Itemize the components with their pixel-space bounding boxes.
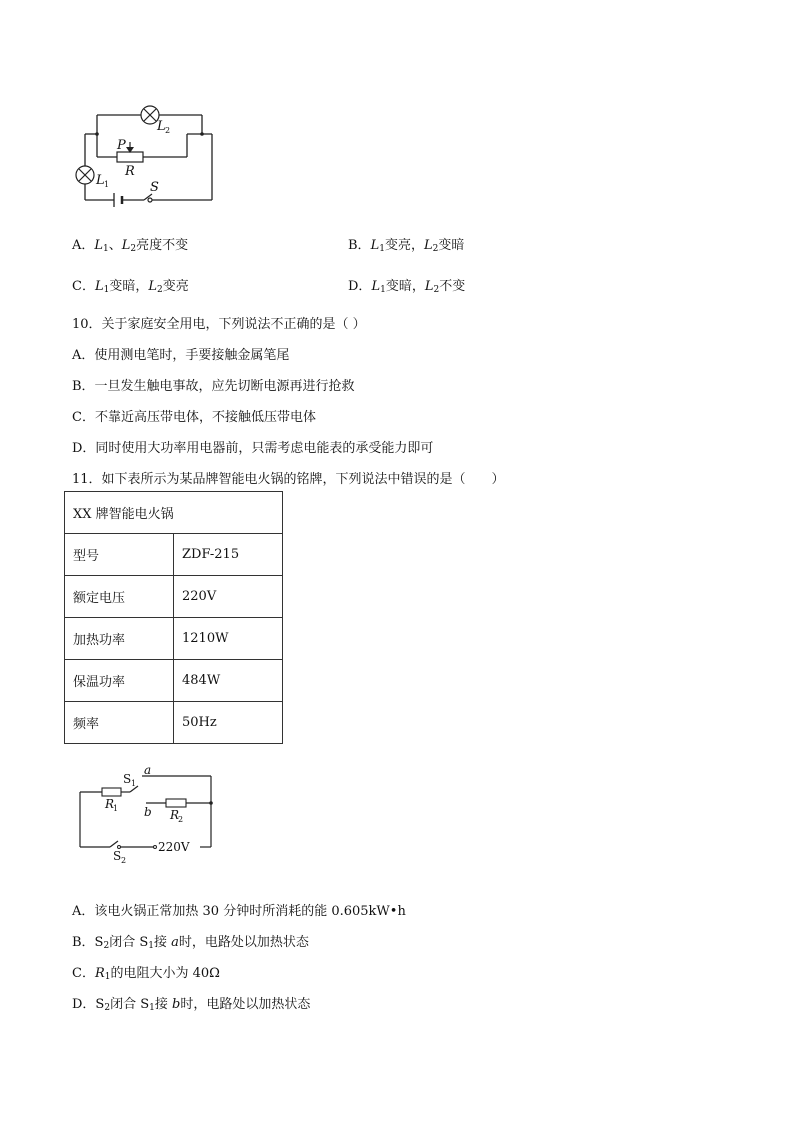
label-l2-sub: 2 [165, 126, 171, 135]
option-text: 时，电路处以加热状态 [180, 997, 311, 1012]
option-text: 亮度不变 [136, 238, 189, 253]
label-p: P [117, 138, 126, 153]
option-text: D．S [72, 997, 105, 1012]
q9-option-b[interactable] [348, 234, 464, 254]
option-letter: C． [72, 279, 95, 294]
subscript: 2 [103, 941, 110, 951]
option-text: 的电阻大小为 40Ω [110, 966, 220, 981]
lamp-l1-icon [76, 166, 94, 184]
q10-stem: 10．关于家庭安全用电，下列说法不正确的是（ ） [72, 317, 366, 332]
l1-symbol: L [371, 279, 381, 294]
table-row [65, 618, 283, 660]
q11-option-d[interactable] [72, 993, 310, 1013]
table-cell: ZDF-215 [174, 534, 283, 576]
q9-option-c[interactable] [72, 275, 189, 295]
subscript: 2 [104, 1003, 111, 1013]
l1-symbol: L [94, 279, 104, 294]
table-cell: 1210W [174, 618, 283, 660]
option-text: 变暗， [109, 279, 149, 294]
table-cell: 220V [174, 576, 283, 618]
l2-symbol: L [148, 279, 157, 294]
label-b: b [144, 805, 152, 819]
table-row [65, 660, 283, 702]
q10-option-c[interactable]: C．不靠近高压带电体，不接触低压带电体 [72, 410, 316, 425]
resistor-r1-icon [102, 788, 121, 796]
q11-option-c[interactable] [72, 962, 220, 982]
table-row [65, 702, 283, 744]
option-text: B．S [72, 935, 104, 950]
option-letter: A． [72, 238, 95, 253]
q11-stem: 11．如下表所示为某品牌智能电火锅的铭牌，下列说法中错误的是（ ） [72, 472, 505, 487]
q9-option-d[interactable] [348, 275, 465, 295]
option-text: 时，电路处以加热状态 [178, 935, 309, 950]
label-r1: R [105, 797, 115, 811]
option-text: C． [72, 966, 95, 981]
label-l1-sub: 1 [104, 180, 110, 189]
resistor-r2-icon [166, 799, 186, 807]
label-l2: L [157, 119, 166, 134]
option-text: 变暗 [438, 238, 465, 253]
italic-letter: a [171, 935, 179, 950]
label-a: a [144, 763, 152, 777]
l2-sub: 2 [156, 285, 163, 295]
option-letter: B． [348, 238, 371, 253]
separator: 、 [108, 238, 122, 253]
nameplate-table [64, 491, 283, 744]
subscript: 1 [148, 941, 154, 951]
q11-option-a[interactable]: A．该电火锅正常加热 30 分钟时所消耗的能 0.605kW•h [72, 904, 406, 919]
table-row [65, 492, 283, 534]
q10-option-a[interactable]: A．使用测电笔时，手要接触金属笔尾 [72, 348, 290, 363]
option-text: 接 [154, 997, 172, 1012]
switch-s-icon [144, 194, 152, 202]
table-row [65, 576, 283, 618]
q11-circuit-diagram [70, 760, 230, 865]
l1-sub: 1 [103, 244, 109, 254]
l1-sub: 1 [379, 244, 385, 254]
label-s1: S [123, 772, 132, 786]
option-letter: D． [348, 279, 372, 294]
l2-sub: 2 [433, 285, 440, 295]
option-text: 变亮 [162, 279, 189, 294]
label-s1-sub: 1 [131, 779, 137, 788]
l2-sub: 2 [130, 244, 137, 254]
table-cell: 型号 [65, 534, 174, 576]
label-r2: R [170, 808, 180, 822]
table-title: XX 牌智能电火锅 [65, 492, 283, 534]
option-text: 变亮， [384, 238, 424, 253]
q10-option-b[interactable]: B．一旦发生触电事故，应先切断电源再进行抢救 [72, 379, 355, 394]
label-l1: L [96, 173, 105, 188]
subscript: 1 [149, 1003, 155, 1013]
l1-sub: 1 [380, 285, 386, 295]
q10-option-d[interactable]: D．同时使用大功率用电器前，只需考虑电能表的承受能力即可 [72, 441, 434, 456]
option-text: 不变 [439, 279, 466, 294]
option-text: 闭合 S [110, 997, 150, 1012]
label-r1-sub: 1 [113, 804, 119, 813]
option-text: 接 [153, 935, 172, 950]
table-cell: 额定电压 [65, 576, 174, 618]
italic-letter: b [172, 997, 181, 1012]
table-cell: 484W [174, 660, 283, 702]
battery-icon [114, 193, 122, 207]
l1-symbol: L [94, 238, 104, 253]
l2-symbol: L [423, 238, 433, 253]
option-text: 变暗， [385, 279, 425, 294]
table-cell: 加热功率 [65, 618, 174, 660]
table-cell: 50Hz [174, 702, 283, 744]
table-row [65, 534, 283, 576]
label-voltage: 220V [158, 840, 190, 854]
q11-option-b[interactable] [72, 931, 309, 951]
l2-symbol: L [121, 238, 131, 253]
l1-symbol: L [370, 238, 380, 253]
q9-option-a[interactable] [72, 234, 188, 254]
italic-letter: R [94, 966, 105, 981]
label-r: R [125, 164, 135, 179]
table-cell: 频率 [65, 702, 174, 744]
label-s2-sub: 2 [121, 856, 127, 865]
l2-sub: 2 [432, 244, 439, 254]
l2-symbol: L [424, 279, 434, 294]
label-r2-sub: 2 [178, 815, 184, 824]
q9-circuit-diagram [70, 100, 230, 215]
table-cell: 保温功率 [65, 660, 174, 702]
option-text: 闭合 S [109, 935, 149, 950]
label-s: S [150, 180, 159, 195]
subscript: 1 [104, 972, 111, 982]
label-s2: S [113, 849, 122, 863]
l1-sub: 1 [103, 285, 110, 295]
